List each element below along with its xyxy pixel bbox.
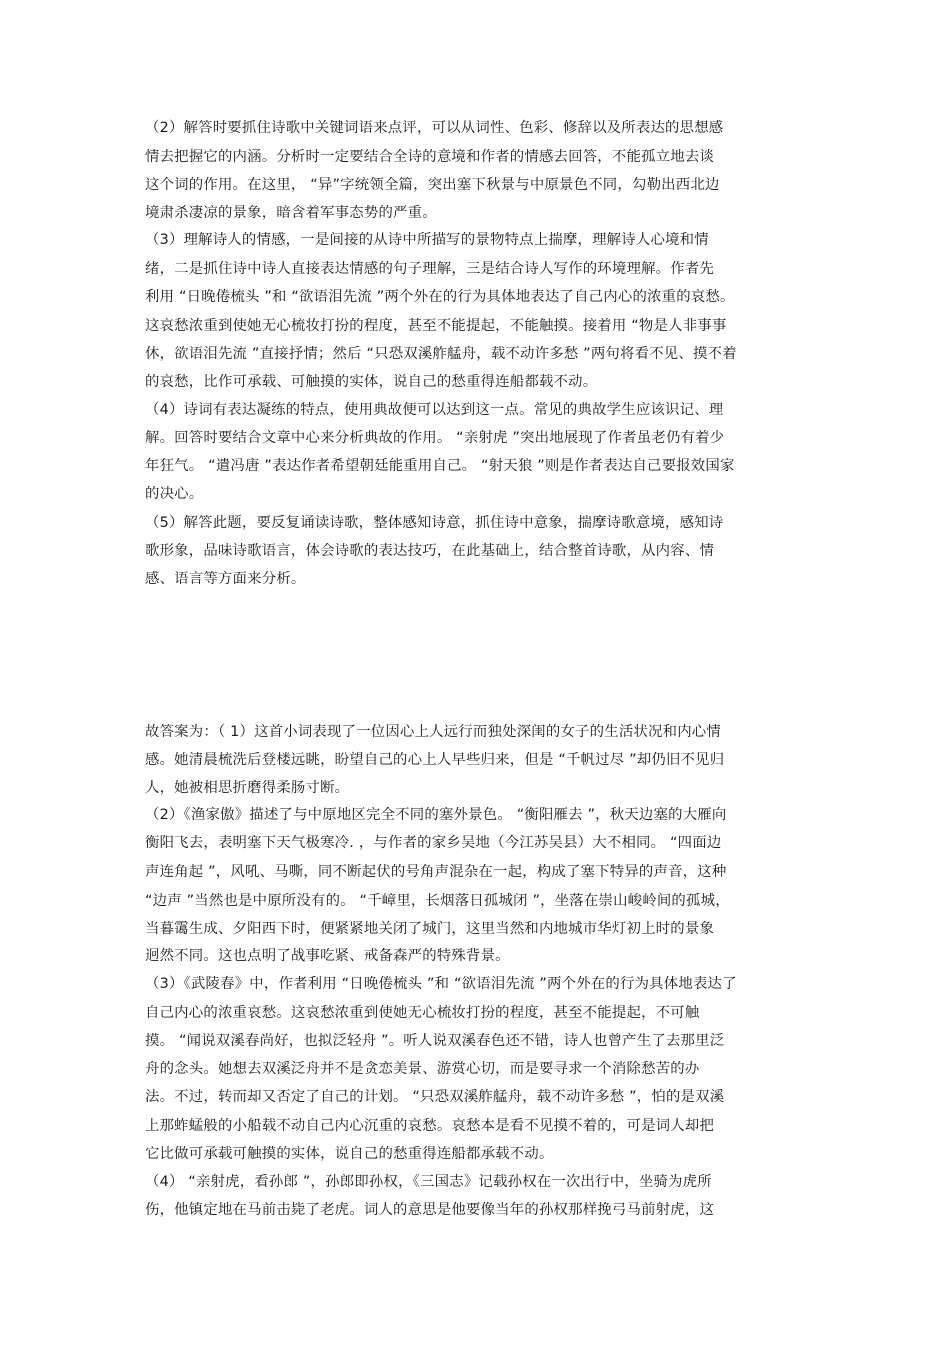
bottom-line-18: 伤，他镇定地在马前击毙了老虎。词人的意思是他要像当年的孙权那样挽弓马前射虎，这 <box>145 1202 715 1218</box>
bottom-line-11: 自己内心的浓重哀愁。这哀愁浓重到使她无心梳妆打扮的程度，甚至不能提起，不可触 <box>145 1005 700 1021</box>
top-line-6: 绪，二是抓住诗中诗人直接表达情感的句子理解，三是结合诗人写作的环境理解。作者先 <box>145 261 715 277</box>
top-line-9: 休，欲语泪先流 ”直接抒情；然后 “只恐双溪舴艋舟，载不动许多愁 ”两句将看不见、摸不着 <box>145 346 737 362</box>
top-line-16: 歌形象，品味诗歌语言，体会诗歌的表达技巧，在此基础上，结合整首诗歌，从内容、情 <box>145 543 715 559</box>
bottom-line-15: 上那蚱蜢般的小船载不动自己内心沉重的哀愁。哀愁本是看不见摸不着的，可是词人却把 <box>145 1118 715 1134</box>
top-line-4: 境肃杀凄凉的景象，暗含着军事态势的严重。 <box>145 205 437 221</box>
top-line-14: 的决心。 <box>145 486 204 502</box>
bottom-line-16: 它比做可承载可触摸的实体，说自己的愁重得连船都承载不动。 <box>145 1146 554 1162</box>
bottom-line-4: （2）《渔家傲》描述了与中原地区完全不同的塞外景色。 “衡阳雁去 ”，秋天边塞的大雁向 <box>145 807 727 823</box>
bottom-line-13: 舟的念头。她想去双溪泛舟并不是贪恋美景、游赏心切，而是要寻求一个消除愁苦的办 <box>145 1061 700 1077</box>
top-line-3: 这个词的作用。在这里， “异”字统领全篇，突出塞下秋景与中原景色不同，勾勒出西北边 <box>145 177 720 193</box>
top-line-10: 的哀愁，比作可承载、可触摸的实体，说自己的愁重得连船都载不动。 <box>145 374 598 390</box>
top-line-13: 年狂气。 “遣冯唐 ”表达作者希望朝廷能重用自己。 “射天狼 ”则是作者表达自己要报效国家 <box>145 458 735 474</box>
bottom-line-10: （3）《武陵春》中，作者利用 “日晚倦梳头 ”和 “欲语泪先流 ”两个外在的行为具体地表达了 <box>145 976 737 992</box>
top-line-1: （2）解答时要抓住诗歌中关键词语来点评，可以从词性、色彩、修辞以及所表达的思想感 <box>145 120 724 136</box>
bottom-line-7: “边声 ”当然也是中原所没有的。 “千嶂里，长烟落日孤城闭 ”，坐落在崇山峻岭间的孤城， <box>145 893 730 909</box>
top-line-8: 这哀愁浓重到使她无心梳妆打扮的程度，甚至不能提起，不能触摸。接着用 “物是人非事事 <box>145 318 727 334</box>
bottom-line-17: （4） “亲射虎，看孙郎 ”，孙郎即孙权，《三国志》记载孙权在一次出行中，坐骑为虎所 <box>145 1174 712 1190</box>
top-line-15: （5）解答此题，要反复诵读诗歌，整体感知诗意，抓住诗中意象，揣摩诗歌意境，感知诗 <box>145 515 724 531</box>
top-line-12: 解。回答时要结合文章中心来分析典故的作用。 “亲射虎 ”突出地展现了作者虽老仍有着少 <box>145 430 725 446</box>
bottom-line-2: 感。她清晨梳洗后登楼远眺，盼望自己的心上人早些归来，但是 “千帆过尽 ”却仍旧不见归 <box>145 752 725 768</box>
top-line-11: （4）诗词有表达凝练的特点，使用典故便可以达到这一点。常见的典故学生应该识记、理 <box>145 402 724 418</box>
bottom-line-3: 人，她被相思折磨得柔肠寸断。 <box>145 780 350 796</box>
top-line-17: 感、语言等方面来分析。 <box>145 571 306 587</box>
bottom-line-6: 声连角起 ”，风吼、马嘶，同不断起伏的号角声混杂在一起，构成了塞下特异的声音，这种 <box>145 864 727 880</box>
bottom-line-5: 衡阳飞去，表明塞下天气极寒冷. ，与作者的家乡吴地（今江苏吴县）大不相同。 “四面边 <box>145 835 722 851</box>
top-line-2: 情去把握它的内涵。分析时一定要结合全诗的意境和作者的情感去回答，不能孤立地去谈 <box>145 149 715 165</box>
bottom-line-14: 法。不过，转而却又否定了自己的计划。 “只恐双溪舴艋舟，载不动许多愁 ”，怕的是双溪 <box>145 1089 725 1105</box>
top-line-7: 利用 “日晚倦梳头 ”和 “欲语泪先流 ”两个外在的行为具体地表达了自己内心的浓重的哀愁。 <box>145 289 735 305</box>
bottom-line-9: 迥然不同。这也点明了战事吃紧、戒备森严的特殊背景。 <box>145 948 510 964</box>
top-line-5: （3）理解诗人的情感，一是间接的从诗中所描写的景物特点上揣摩，理解诗人心境和情 <box>145 232 709 248</box>
bottom-line-12: 摸。 “闻说双溪春尚好，也拟泛轻舟 ”。听人说双溪春色还不错，诗人也曾产生了去那里泛 <box>145 1033 725 1049</box>
bottom-line-1: 故答案为：（ 1）这首小词表现了一位因心上人远行而独处深闺的女子的生活状况和内心情 <box>145 724 721 740</box>
bottom-line-8: 当暮霭生成、夕阳西下时，便紧紧地关闭了城门，这里当然和内地城市华灯初上时的景象 <box>145 921 715 937</box>
